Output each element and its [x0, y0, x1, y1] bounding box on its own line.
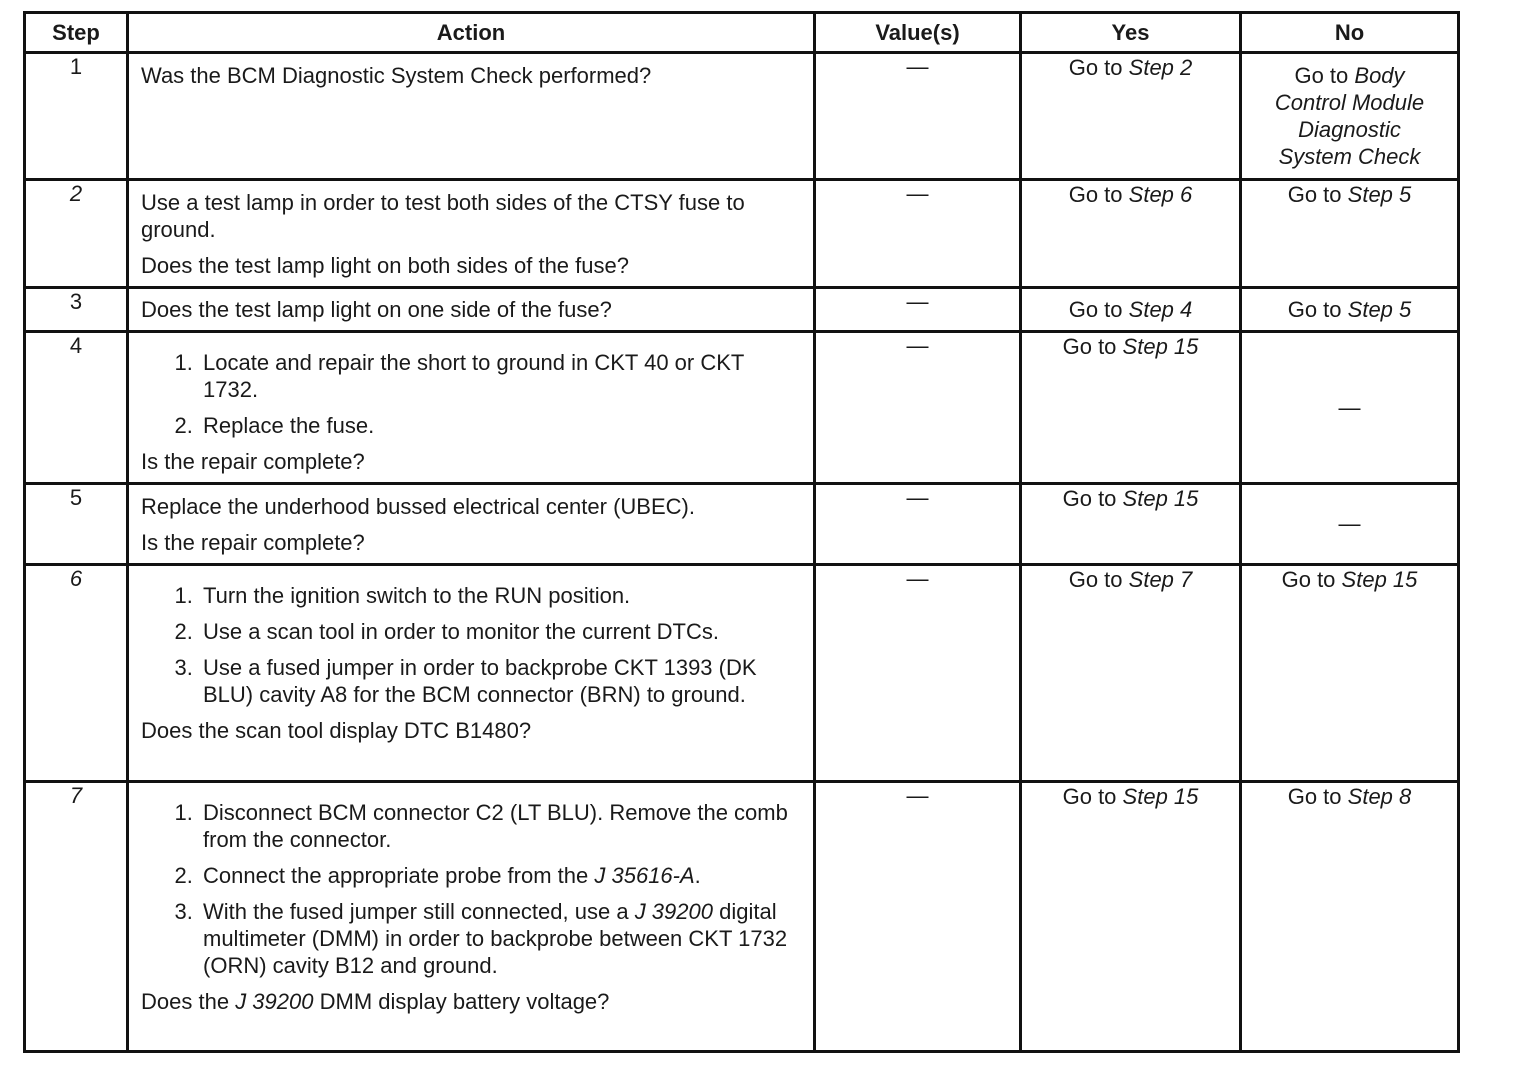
action-question: Is the repair complete?: [141, 530, 365, 555]
action-cell: [128, 782, 815, 1052]
goto-prefix: Go to: [1068, 567, 1123, 592]
no-link[interactable]: Diagnostic: [1298, 117, 1401, 142]
table-row: [25, 288, 1459, 332]
yes-link[interactable]: Step 15: [1122, 334, 1199, 359]
no-cell: [1241, 332, 1459, 484]
action-step: [199, 862, 803, 889]
header-row: [25, 13, 1459, 53]
diagnostic-table: [23, 11, 1460, 1053]
yes-cell: [1021, 565, 1241, 782]
action-question: Does the scan tool display DTC B1480?: [141, 718, 532, 743]
value-cell: [815, 782, 1021, 1052]
no-dash: —: [1338, 394, 1361, 420]
tool-ref: J 35616-A: [594, 863, 695, 888]
yes-cell: [1021, 332, 1241, 484]
value-cell: [815, 332, 1021, 484]
action-step: 3. Use a fused jumper in order to backprobe CKT 1393 (DK BLU) cavity A8 for the BCM connector (BRN) to ground.: [199, 654, 803, 708]
goto-prefix: Go to: [1062, 784, 1117, 809]
table-row: [25, 565, 1459, 782]
yes-cell: [1021, 180, 1241, 288]
table-row: [25, 782, 1459, 1052]
action-step: 2. Use a scan tool in order to monitor the current DTCs.: [199, 618, 803, 645]
action-cell: [128, 53, 815, 180]
value-dash: —: [906, 54, 929, 79]
table-row: [25, 53, 1459, 180]
step-number: 7: [25, 782, 128, 1052]
value-dash: —: [906, 783, 929, 808]
header-action: Action: [128, 13, 815, 53]
goto-prefix: Go to: [1294, 63, 1349, 88]
step-text: With the fused jumper still connected, use a: [203, 899, 629, 924]
no-cell: [1241, 565, 1459, 782]
table-row: [25, 180, 1459, 288]
goto-prefix: Go to: [1287, 297, 1342, 322]
yes-link[interactable]: Step 4: [1128, 297, 1193, 322]
header-no: No: [1241, 13, 1459, 53]
value-dash: —: [906, 289, 929, 314]
header-yes: Yes: [1021, 13, 1241, 53]
no-cell: [1241, 53, 1459, 180]
step-number: 6: [25, 565, 128, 782]
action-step: 1. Disconnect BCM connector C2 (LT BLU). Remove the comb from the connector.: [199, 799, 803, 853]
goto-prefix: Go to: [1281, 567, 1336, 592]
action-step: 2. Replace the fuse.: [199, 412, 803, 439]
action-steps: [141, 582, 803, 708]
no-link[interactable]: Step 5: [1347, 182, 1412, 207]
no-cell: [1241, 288, 1459, 332]
header-step: Step: [25, 13, 128, 53]
action-text: Was the BCM Diagnostic System Check performed?: [141, 63, 652, 88]
value-dash: —: [906, 485, 929, 510]
action-question: Does the test lamp light on both sides of the fuse?: [141, 253, 629, 278]
yes-link[interactable]: Step 2: [1128, 55, 1193, 80]
step-text: .: [694, 863, 701, 888]
no-link[interactable]: System Check: [1278, 144, 1421, 169]
action-cell: [128, 484, 815, 565]
question-text: Does the: [141, 989, 230, 1014]
goto-prefix: Go to: [1068, 297, 1123, 322]
tool-ref: J 39200: [634, 899, 713, 924]
value-cell: [815, 484, 1021, 565]
no-cell: [1241, 180, 1459, 288]
goto-prefix: Go to: [1062, 334, 1117, 359]
step-number: 5: [25, 484, 128, 565]
value-cell: [815, 288, 1021, 332]
yes-link[interactable]: Step 6: [1128, 182, 1193, 207]
yes-cell: [1021, 484, 1241, 565]
step-number: 1: [25, 53, 128, 180]
action-cell: [128, 565, 815, 782]
no-cell: [1241, 782, 1459, 1052]
no-link[interactable]: Body: [1354, 63, 1405, 88]
table-row: [25, 484, 1459, 565]
no-dash: —: [1338, 511, 1361, 536]
yes-link[interactable]: Step 15: [1122, 486, 1199, 511]
no-link[interactable]: Step 5: [1347, 297, 1412, 322]
value-cell: [815, 565, 1021, 782]
step-number: 3: [25, 288, 128, 332]
tool-ref: J 39200: [235, 989, 314, 1014]
yes-link[interactable]: Step 15: [1122, 784, 1199, 809]
no-link[interactable]: Step 15: [1341, 567, 1418, 592]
value-dash: —: [906, 333, 929, 358]
question-text: DMM display battery voltage?: [319, 989, 610, 1014]
no-link[interactable]: Step 8: [1347, 784, 1412, 809]
value-dash: —: [906, 181, 929, 206]
goto-prefix: Go to: [1068, 55, 1123, 80]
yes-cell: [1021, 53, 1241, 180]
value-cell: [815, 53, 1021, 180]
action-step: 1. Turn the ignition switch to the RUN position.: [199, 582, 803, 609]
yes-cell: [1021, 782, 1241, 1052]
action-question: Is the repair complete?: [141, 449, 365, 474]
action-cell: [128, 288, 815, 332]
action-cell: [128, 332, 815, 484]
goto-prefix: Go to: [1068, 182, 1123, 207]
action-steps: [141, 799, 803, 979]
action-steps: [141, 349, 803, 439]
value-dash: —: [906, 566, 929, 591]
action-question: [141, 988, 803, 1015]
action-question: Does the test lamp light on one side of the fuse?: [141, 297, 612, 322]
action-step: 1. Locate and repair the short to ground in CKT 40 or CKT 1732.: [199, 349, 803, 403]
yes-cell: [1021, 288, 1241, 332]
no-link[interactable]: Control Module: [1274, 90, 1425, 115]
step-number: 4: [25, 332, 128, 484]
step-text: Connect the appropriate probe from the: [203, 863, 589, 888]
action-cell: [128, 180, 815, 288]
goto-prefix: Go to: [1287, 784, 1342, 809]
action-step: [199, 898, 803, 979]
yes-link[interactable]: Step 7: [1128, 567, 1193, 592]
value-cell: [815, 180, 1021, 288]
header-values: Value(s): [815, 13, 1021, 53]
goto-prefix: Go to: [1062, 486, 1117, 511]
no-cell: [1241, 484, 1459, 565]
step-number: 2: [25, 180, 128, 288]
goto-prefix: Go to: [1287, 182, 1342, 207]
action-text: Replace the underhood bussed electrical center (UBEC).: [141, 494, 695, 519]
step-text: digital multimeter (DMM) in order to backprobe between CKT 1732 (ORN) cavity B12 and ground.: [203, 899, 788, 978]
action-text: Use a test lamp in order to test both sides of the CTSY fuse to ground.: [141, 190, 745, 242]
table-row: [25, 332, 1459, 484]
